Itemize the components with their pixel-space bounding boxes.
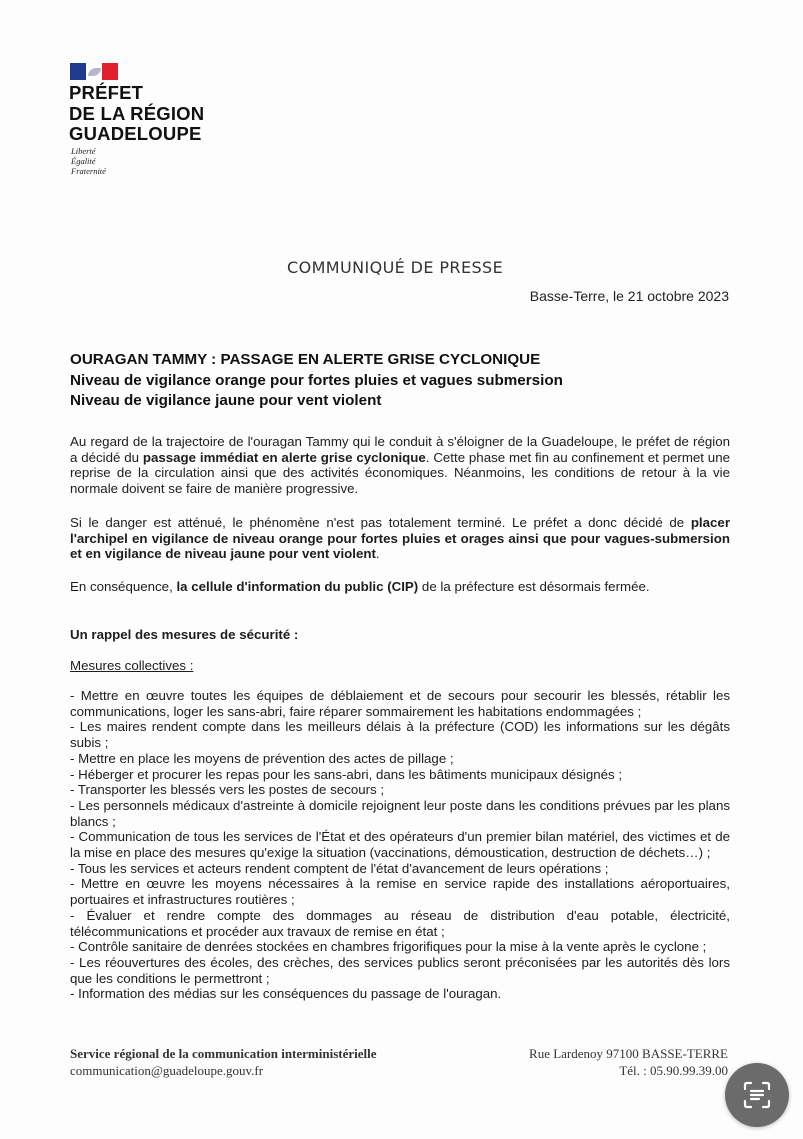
paragraph-text: Si le danger est atténué, le phénomène n'est pas totalement terminé. Le préfet a donc décidé de — [70, 515, 691, 530]
paragraph-text: de la préfecture est désormais fermée. — [418, 579, 650, 594]
document-date: Basse-Terre, le 21 octobre 2023 — [529, 288, 729, 304]
paragraph-1 — [70, 434, 730, 496]
motto-line: Liberté — [71, 146, 96, 156]
paragraph-text: . — [375, 546, 380, 562]
prefecture-name — [69, 83, 204, 145]
headline-sub: Niveau de vigilance jaune pour vent violent — [70, 392, 382, 409]
paragraph-2 — [70, 515, 730, 562]
motto-line: Fraternité — [71, 166, 106, 176]
list-item: - Héberger et procurer les repas pour les sans-abri, dans les bâtiments municipaux désignés ; — [70, 766, 623, 782]
marianne-logo — [70, 63, 118, 80]
paragraph-3 — [70, 579, 730, 595]
paragraph-emphasis: placer l'archipel en vigilance de niveau orange pour fortes pluies et orages ainsi que pour vagues-submersion et en vigilance de niveau jaune pour vent violent — [70, 515, 730, 562]
footer-service: Service régional de la communication interministérielle — [70, 1046, 377, 1061]
list-item: - Transporter les blessés vers les postes de secours ; — [70, 782, 385, 798]
republic-motto — [71, 146, 106, 176]
paragraph-text: En conséquence, — [70, 579, 177, 594]
headline — [70, 350, 563, 412]
logo-line: DE LA RÉGION — [69, 102, 205, 124]
document-type-title: COMMUNIQUÉ DE PRESSE — [287, 258, 504, 277]
logo-line: GUADELOUPE — [69, 123, 202, 144]
footer-email: communication@guadeloupe.gouv.fr — [70, 1063, 264, 1078]
footer-contact — [70, 1045, 377, 1079]
measures-list — [70, 688, 730, 1002]
list-item: - Contrôle sanitaire de denrées stockées en chambres frigorifiques pour la mise à la vente après le cyclone ; — [70, 939, 707, 955]
paragraph-text: Au regard de la trajectoire de l'ouragan Tammy qui le conduit à s'éloigner de la Guadeloupe, le préfet de région a décidé du — [70, 434, 730, 465]
text-scan-icon — [742, 1080, 772, 1110]
paragraph-emphasis: la cellule d'information du public (CIP) — [176, 579, 419, 594]
paragraph-text: . Cette phase met fin au confinement et permet une reprise de la circulation ainsi que des activités économiques. Néanmoins, les conditions de retour à la vie normale doivent se faire de manière progressive. — [70, 449, 730, 496]
subsection-heading: Mesures collectives : — [70, 658, 194, 673]
list-item: - Information des médias sur les conséquences du passage de l'ouragan. — [70, 986, 502, 1002]
motto-line: Égalité — [71, 156, 96, 166]
footer-address — [529, 1045, 728, 1079]
footer-phone: Tél. : 05.90.99.39.00 — [619, 1063, 728, 1078]
list-item: - Les réouvertures des écoles, des crèches, des services publics seront préconisées par les autorités dès lors que les conditions le permettront ; — [70, 954, 730, 986]
footer-street: Rue Lardenoy 97100 BASSE-TERRE — [529, 1046, 728, 1061]
list-item: - Mettre en œuvre toutes les équipes de déblaiement et de secours pour secourir les blessés, rétablir les communications, loger les sans-abri, faire réparer sommairement les habitations endommagées ; — [70, 688, 730, 719]
list-item: - Communication de tous les services de l'État et des opérateurs d'un premier bilan matériel, des victimes et de la mise en place des mesures qu'exige la situation (vaccinations, démoustication, destruction de déchets…) ; — [70, 829, 730, 861]
text-scan-button[interactable] — [725, 1063, 789, 1127]
headline-main: OURAGAN TAMMY : PASSAGE EN ALERTE GRISE CYCLONIQUE — [70, 351, 541, 368]
list-item: - Mettre en œuvre les moyens nécessaires à la remise en service rapide des installations aéroportuaires, portuaires et infrastructures routières ; — [70, 876, 730, 908]
list-item: - Les maires rendent compte dans les meilleurs délais à la préfecture (COD) les informations sur les dégâts subis ; — [70, 719, 730, 751]
logo-line: PRÉFET — [69, 82, 144, 103]
list-item: - Tous les services et acteurs rendent comptent de l'état d'avancement de leurs opérations ; — [70, 860, 609, 876]
paragraph-emphasis: passage immédiat en alerte grise cyclonique — [142, 449, 426, 465]
section-heading: Un rappel des mesures de sécurité : — [70, 627, 299, 642]
list-item: - Les personnels médicaux d'astreinte à domicile rejoignent leur poste dans les conditions prévues par les plans blancs ; — [70, 797, 730, 829]
list-item: - Mettre en place les moyens de prévention des actes de pillage ; — [70, 750, 454, 766]
list-item: - Évaluer et rendre compte des dommages au réseau de distribution d'eau potable, électricité, télécommunications et procéder aux travaux de remise en état ; — [70, 907, 730, 939]
headline-sub: Niveau de vigilance orange pour fortes pluies et vagues submersion — [70, 371, 563, 389]
